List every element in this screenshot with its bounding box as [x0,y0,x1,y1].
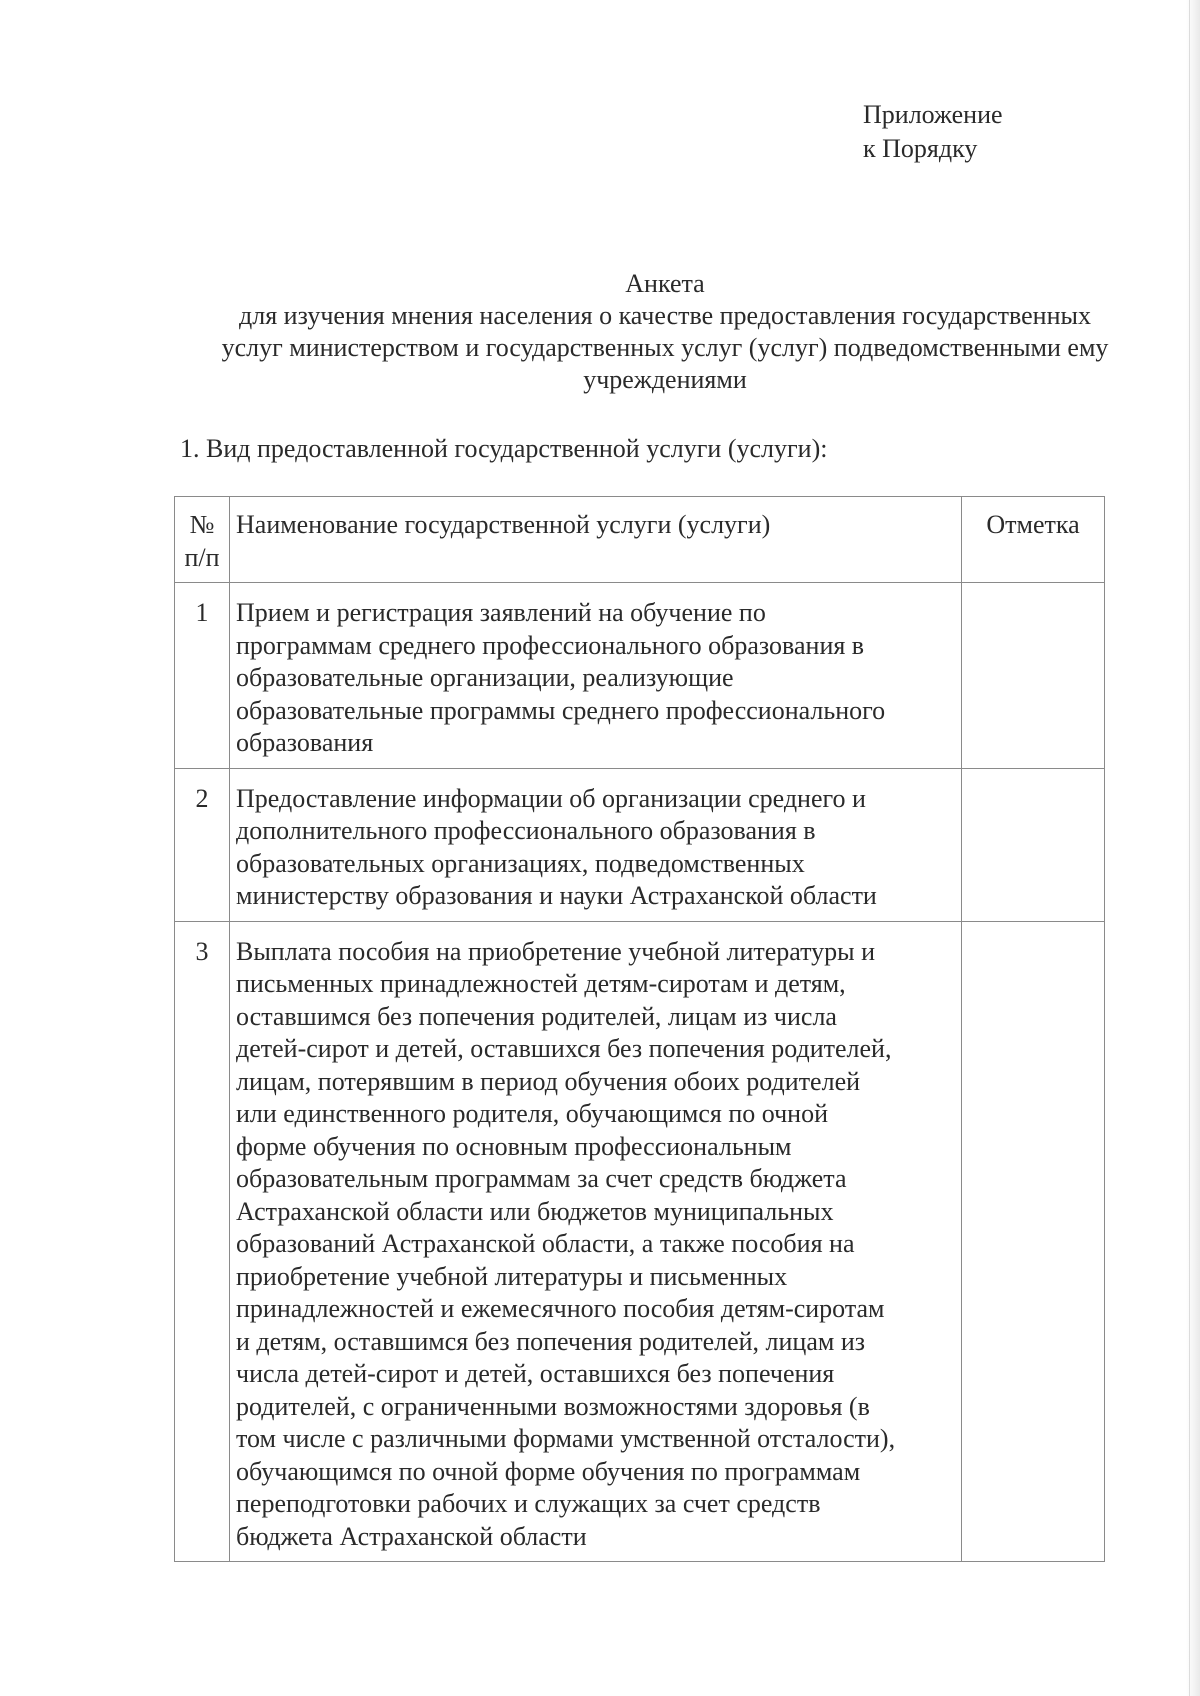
title-line-4: учреждениями [583,365,747,394]
service-name-line: детей-сирот и детей, оставшихся без попечения родителей, [236,1034,892,1063]
row-mark-cell[interactable] [962,921,1105,1562]
service-name-line: Прием и регистрация заявлений на обучение по [236,598,766,627]
header-number-line-1: № [189,510,215,539]
page-edge-line [1189,0,1190,1696]
section-1-heading: 1. Вид предоставленной государственной услуги (услуги): [180,434,828,463]
service-name-line: Выплата пособия на приобретение учебной литературы и [236,936,876,966]
service-name-line: образовательные программы среднего профессионального [236,695,886,725]
header-number [175,497,230,583]
service-name-line: числа детей-сирот и детей, оставшихся без попечения [236,1359,835,1388]
header-service-name: Наименование государственной услуги (услуги) [230,497,962,583]
row-number: 2 [175,768,230,921]
service-name-line: образовательных организациях, подведомственных [236,848,805,878]
table-row [175,921,1105,1562]
service-name-line: образований Астраханской области, а также пособия на [236,1229,855,1258]
service-name-line: бюджета Астраханской области [236,1521,587,1551]
row-service-name [230,583,962,769]
service-name-line: родителей, с ограниченными возможностями здоровья (в [236,1391,870,1421]
appendix-line-2: к Порядку [863,134,978,163]
row-service-name [230,921,962,1562]
service-name-line: оставшимся без попечения родителей, лицам из числа [236,1001,837,1031]
header-number-line-2: п/п [184,542,220,572]
service-name-line: образования [236,728,374,757]
service-name-line: министерству образования и науки Астраханской области [236,881,877,910]
table-header-row [175,497,1105,583]
document-title [170,268,1160,396]
services-table [174,496,1105,1562]
service-name-line: приобретение учебной литературы и письменных [236,1261,788,1291]
service-name-line: дополнительного профессионального образования в [236,816,816,845]
service-name-line: принадлежностей и ежемесячного пособия детям-сиротам [236,1294,885,1323]
service-name-line: том числе с различными формами умственной отсталости), [236,1424,896,1453]
service-name-line: обучающимся по очной форме обучения по программам [236,1456,861,1486]
title-line-2: для изучения мнения населения о качестве предоставления государственных [239,301,1091,330]
service-name-line: Астраханской области или бюджетов муниципальных [236,1196,834,1226]
row-number: 1 [175,583,230,769]
row-number: 3 [175,921,230,1562]
service-name-line: программам среднего профессионального образования в [236,630,865,660]
service-name-line: образовательным программам за счет средств бюджета [236,1164,847,1193]
title-line-3: услуг министерством и государственных услуг (услуг) подведомственными ему [221,333,1109,362]
appendix-line-1: Приложение [863,100,1003,129]
service-name-line: и детям, оставшимся без попечения родителей, лицам из [236,1326,866,1356]
service-name-line: или единственного родителя, обучающимся по очной [236,1099,829,1128]
table-row [175,583,1105,769]
service-name-line: Предоставление информации об организации среднего и [236,783,866,813]
appendix-note [863,98,1003,166]
header-mark: Отметка [962,497,1105,583]
table-row [175,768,1105,921]
service-name-line: письменных принадлежностей детям-сиротам и детям, [236,969,846,998]
title-line-1: Анкета [625,269,705,298]
service-name-line: лицам, потерявшим в период обучения обоих родителей [236,1066,861,1096]
service-name-line: переподготовки рабочих и служащих за счет средств [236,1489,821,1518]
service-name-line: форме обучения по основным профессиональным [236,1131,792,1161]
row-mark-cell[interactable] [962,768,1105,921]
row-service-name [230,768,962,921]
row-mark-cell[interactable] [962,583,1105,769]
service-name-line: образовательные организации, реализующие [236,663,734,692]
